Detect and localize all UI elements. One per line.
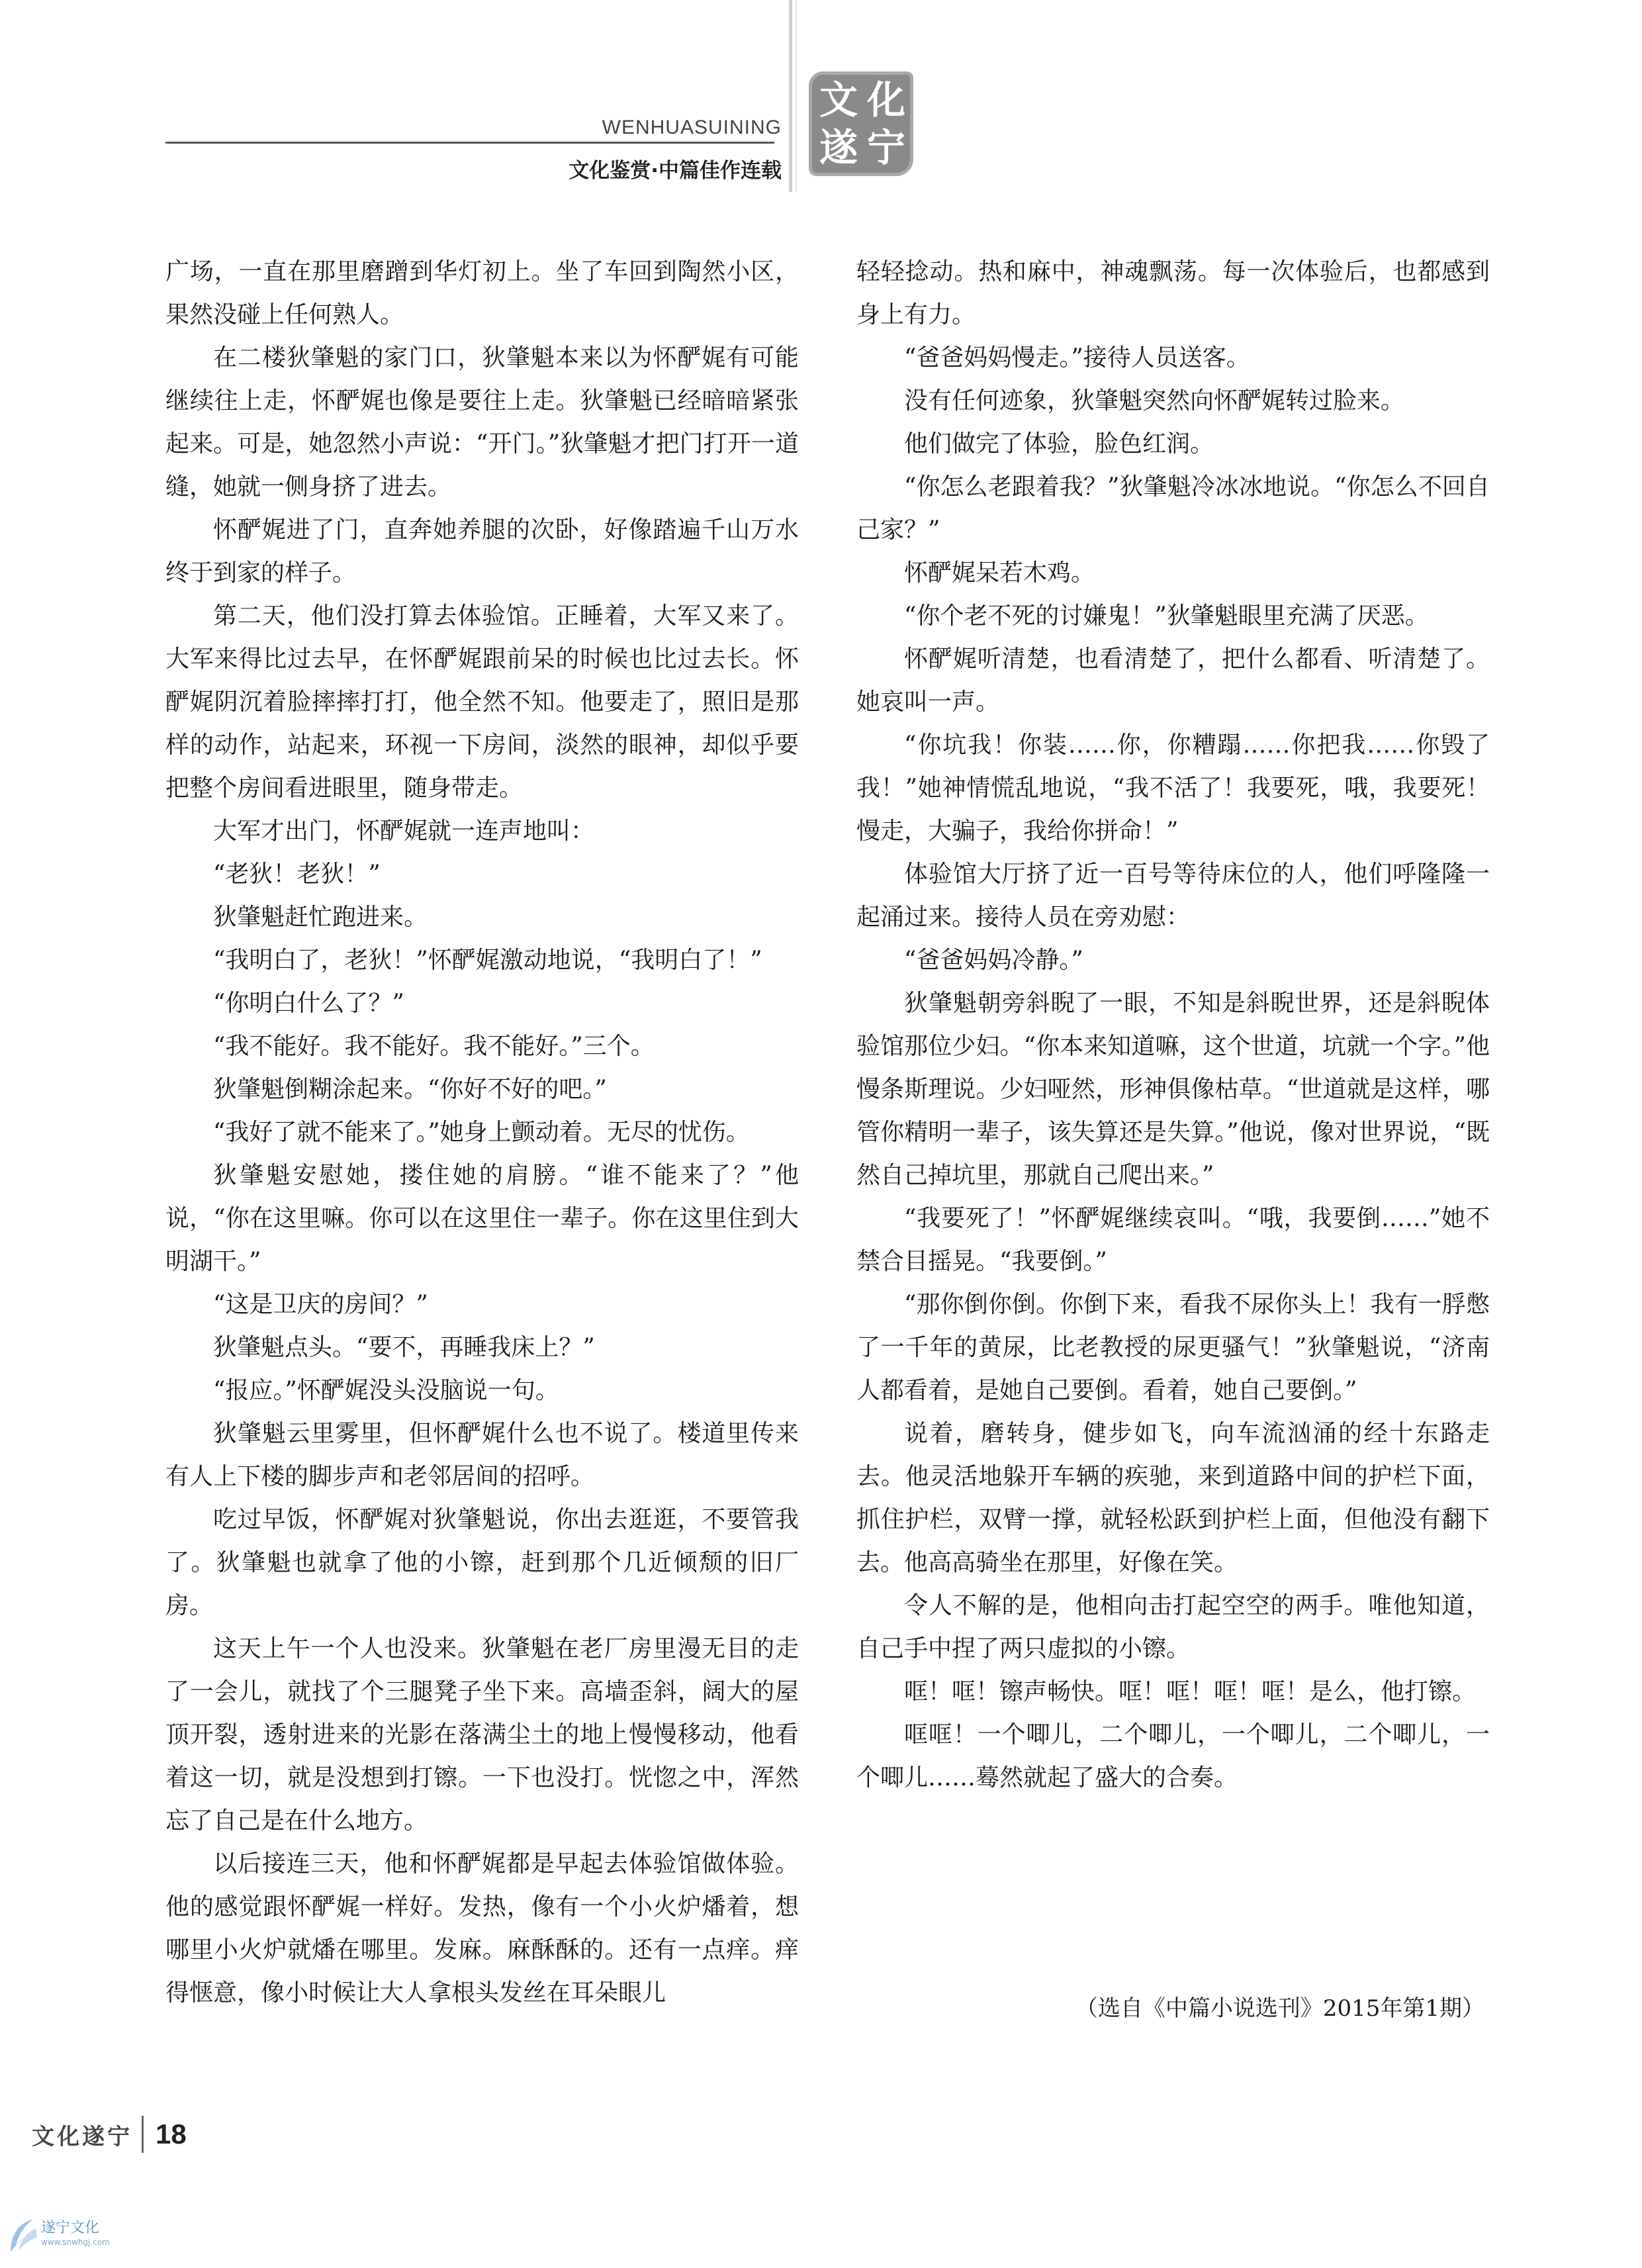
watermark-logo xyxy=(7,2211,119,2264)
article-paragraph: 狄肇魁点头。“要不，再睡我床上？” xyxy=(213,1334,595,1361)
magazine-name-pinyin: WENHUASUINING xyxy=(602,117,782,138)
article-paragraph: 广场，一直在那里磨蹭到华灯初上。坐了车回到陶然小区，果然没碰上任何熟人。 xyxy=(165,258,799,328)
article-paragraph: “这是卫庆的房间？” xyxy=(213,1291,428,1318)
article-paragraph: 在二楼狄肇魁的家门口，狄肇魁本来以为怀酽娓有可能继续往上走，怀酽娓也像是要往上走。狄肇魁已经暗暗紧张起来。可是，她忽然小声说：“开门。”狄肇魁才把门打开一道缝，她就一侧身挤了进去。 xyxy=(165,344,799,500)
article-paragraph: “我好了就不能来了。”她身上颤动着。无尽的忧伤。 xyxy=(213,1119,750,1146)
article-source-citation: （选自《中篇小说选刊》2015年第1期） xyxy=(1075,1995,1484,2022)
article-paragraph: “我要死了！”怀酽娓继续哀叫。“哦，我要倒……”她不禁合目摇晃。“我要倒。” xyxy=(856,1205,1490,1275)
article-column-right xyxy=(856,250,1490,1799)
header-divider-vertical-shadow xyxy=(796,0,797,192)
article-paragraph: 以后接连三天，他和怀酽娓都是早起去体验馆做体验。他的感觉跟怀酽娓一样好。发热，像有一个小火炉燔着，想哪里小火炉就燔在哪里。发麻。麻酥酥的。还有一点痒。痒得惬意，像小时候让大人拿根头发丝在耳朵眼儿 xyxy=(165,1850,799,2007)
watermark-url: www.snwhgj.com xyxy=(41,2238,110,2247)
article-paragraph: “那你倒你倒。你倒下来，看我不尿你头上！我有一脬憋了一千年的黄尿，比老教授的尿更骚气！”狄肇魁说，“济南人都看着，是她自己要倒。看着，她自己要倒。” xyxy=(856,1291,1490,1404)
seal-char: 遂 xyxy=(819,125,858,170)
article-paragraph: 怀酽娓听清楚，也看清楚了，把什么都看、听清楚了。她哀叫一声。 xyxy=(856,645,1490,716)
article-paragraph: “爸爸妈妈冷静。” xyxy=(904,947,1083,974)
article-paragraph: “我不能好。我不能好。我不能好。”三个。 xyxy=(213,1033,655,1060)
article-paragraph: “你坑我！你装……你，你糟蹋……你把我……你毁了我！”她神情慌乱地说，“我不活了！我要死，哦，我要死！慢走，大骗子，我给你拼命！” xyxy=(856,732,1490,845)
article-paragraph: 说着，磨转身，健步如飞，向车流汹涌的经十东路走去。他灵活地躲开车辆的疾驰，来到道路中间的护栏下面，抓住护栏，双臂一撑，就轻松跃到护栏上面，但他没有翻下去。他高高骑坐在那里，好像在笑。 xyxy=(856,1420,1490,1576)
article-paragraph: 狄肇魁云里雾里，但怀酽娓什么也不说了。楼道里传来有人上下楼的脚步声和老邻居间的招呼。 xyxy=(165,1420,799,1490)
article-paragraph: “你明白什么了？” xyxy=(213,990,404,1017)
header-divider-horizontal xyxy=(165,142,774,144)
article-paragraph: 怀酽娓呆若木鸡。 xyxy=(904,559,1095,587)
article-paragraph: 第二天，他们没打算去体验馆。正睡着，大军又来了。大军来得比过去早，在怀酽娓跟前呆的时候也比过去长。怀酽娓阴沉着脸摔摔打打，他全然不知。他要走了，照旧是那样的动作，站起来，环视一下房间，淡然的眼神，却似乎要把整个房间看进眼里，随身带走。 xyxy=(165,602,799,802)
magazine-seal-logo xyxy=(809,71,913,176)
seal-char: 化 xyxy=(866,77,905,122)
article-paragraph: “我明白了，老狄！”怀酽娓激动地说，“我明白了！” xyxy=(213,947,762,974)
seal-char: 文 xyxy=(819,77,858,122)
article-column-left xyxy=(165,250,799,2014)
article-paragraph: 怀酽娓进了门，直奔她养腿的次卧，好像踏遍千山万水终于到家的样子。 xyxy=(165,516,799,587)
article-paragraph: 体验馆大厅挤了近一百号等待床位的人，他们呼隆隆一起涌过来。接待人员在旁劝慰： xyxy=(856,861,1490,931)
article-paragraph: 这天上午一个人也没来。狄肇魁在老厂房里漫无目的走了一会儿，就找了个三腿凳子坐下来。高墙歪斜，阔大的屋顶开裂，透射进来的光影在落满尘土的地上慢慢移动，他看着这一切，就是没想到打镲。一下也没打。恍惚之中，浑然忘了自己是在什么地方。 xyxy=(165,1635,799,1834)
page-footer xyxy=(32,2116,187,2153)
article-paragraph: “你怎么老跟着我？”狄肇魁冷冰冰地说。“你怎么不回自己家？” xyxy=(856,473,1490,543)
article-paragraph: 令人不解的是，他相向击打起空空的两手。唯他知道，自己手中捏了两只虚拟的小镲。 xyxy=(856,1592,1490,1662)
article-paragraph: 狄肇魁朝旁斜睨了一眼，不知是斜睨世界，还是斜睨体验馆那位少妇。“你本来知道嘛，这个世道，坑就一个字。”他慢条斯理说。少妇哑然，形神俱像枯草。“世道就是这样，哪管你精明一辈子，该失算还是失算。”他说，像对世界说，“既然自己掉坑里，那就自己爬出来。” xyxy=(856,990,1490,1189)
article-paragraph: “老狄！老狄！” xyxy=(213,861,381,888)
article-paragraph: 他们做完了体验，脸色红润。 xyxy=(904,430,1214,457)
wing-icon xyxy=(7,2214,38,2260)
article-paragraph: 狄肇魁赶忙跑进来。 xyxy=(213,904,428,931)
article-paragraph: 哐哐！一个唧儿，二个唧儿，一个唧儿，二个唧儿，一个唧儿……蓦然就起了盛大的合奏。 xyxy=(856,1721,1490,1791)
footer-separator xyxy=(142,2116,144,2153)
article-paragraph: 没有任何迹象，狄肇魁突然向怀酽娓转过脸来。 xyxy=(904,387,1405,414)
header-divider-vertical xyxy=(789,0,792,192)
footer-magazine-name: 文化遂宁 xyxy=(32,2123,132,2150)
article-paragraph: “报应。”怀酽娓没头没脑说一句。 xyxy=(213,1377,559,1404)
seal-char: 宁 xyxy=(866,125,905,170)
article-paragraph: 哐！哐！镲声畅快。哐！哐！哐！哐！是么，他打镲。 xyxy=(904,1678,1477,1705)
article-paragraph: 狄肇魁倒糊涂起来。“你好不好的吧。” xyxy=(213,1076,607,1103)
article-paragraph: “爸爸妈妈慢走。”接待人员送客。 xyxy=(904,344,1250,371)
article-paragraph: 大军才出门，怀酽娓就一连声地叫： xyxy=(213,818,595,845)
article-paragraph: 吃过早饭，怀酽娓对狄肇魁说，你出去逛逛，不要管我了。狄肇魁也就拿了他的小镲，赶到那个几近倾颓的旧厂房。 xyxy=(165,1506,799,1619)
article-paragraph: “你个老不死的讨嫌鬼！”狄肇魁眼里充满了厌恶。 xyxy=(904,602,1429,630)
page-number: 18 xyxy=(156,2118,187,2150)
watermark-title: 遂宁文化 xyxy=(41,2220,100,2236)
article-paragraph: 狄肇魁安慰她，搂住她的肩膀。“谁不能来了？”他说，“你在这里嘛。你可以在这里住一辈子。你在这里住到大明湖干。” xyxy=(165,1162,799,1275)
article-paragraph: 轻轻捻动。热和麻中，神魂飘荡。每一次体验后，也都感到身上有力。 xyxy=(856,258,1490,328)
section-title: 文化鉴赏·中篇佳作连载 xyxy=(569,159,782,183)
